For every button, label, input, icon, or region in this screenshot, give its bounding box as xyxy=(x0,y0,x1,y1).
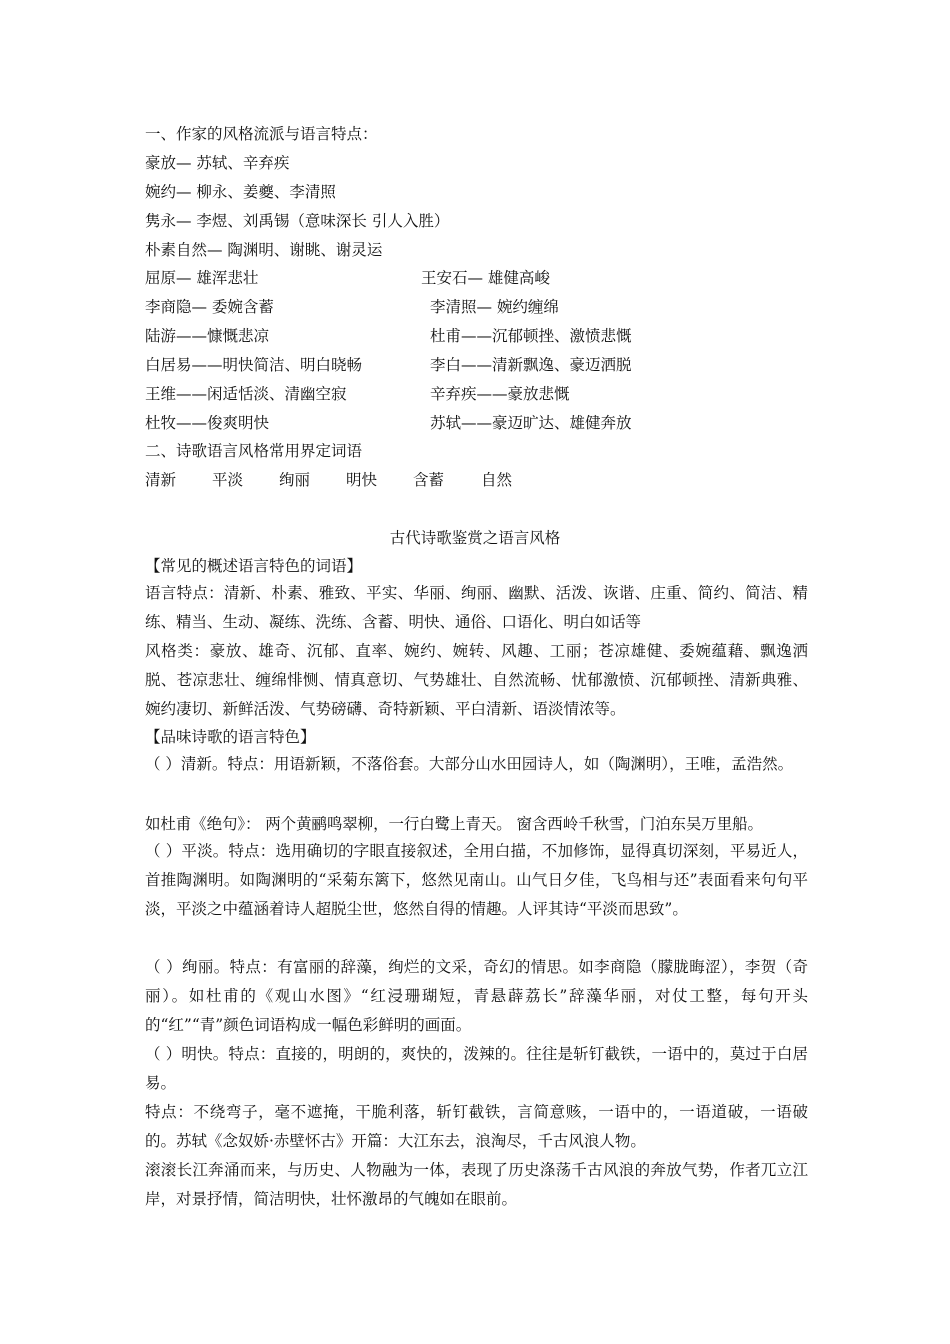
style-line: 豪放— 苏轼、辛弃疾 xyxy=(145,154,290,172)
paragraph-style-types: 风格类：豪放、雄奇、沉郁、直率、婉约、婉转、风趣、工丽；苍凉雄健、委婉蕴藉、飘逸洒脱、苍凉悲壮、缠绵悱恻、情真意切、气势雄壮、自然流畅、忧郁激愤、沉郁顿挫、清新典雅、婉约凄切、新鲜活泼、气势磅礴、奇特新颖、平白清新、语淡情浓等。 xyxy=(145,642,808,718)
poet-pair-left: 李商隐— 委婉含蓄 xyxy=(145,298,274,316)
style-line: 婉约— 柳永、姜夔、李清照 xyxy=(145,183,336,201)
style-word: 含蓄 xyxy=(413,471,445,489)
style-line: 朴素自然— 陶渊明、谢眺、谢灵运 xyxy=(145,241,383,259)
style-word: 清新 xyxy=(145,471,177,489)
poet-pair-left: 陆游——慷慨悲凉 xyxy=(145,327,270,345)
paragraph-gungun: 滚滚长江奔涌而来，与历史、人物融为一体，表现了历史涤荡千古风浪的奔放气势，作者兀立江岸，对景抒情，简洁明快，壮怀激昂的气魄如在眼前。 xyxy=(145,1161,808,1208)
poet-pair-right: 李白——清新飘逸、豪迈洒脱 xyxy=(430,356,632,374)
style-word: 绚丽 xyxy=(279,471,311,489)
subheading: 【品味诗歌的语言特色】 xyxy=(145,728,316,746)
paragraph-pingdan: （ ）平淡。特点：选用确切的字眼直接叙述，全用白描，不加修饰，显得真切深刻，平易近人，首推陶渊明。如陶渊明的“采菊东篱下，悠然见南山。山气日夕佳，飞鸟相与还”表面看来句句平淡，平淡之中蕴涵着诗人超脱尘世，悠然自得的情趣。人评其诗“平淡而思致”。 xyxy=(145,842,808,918)
style-word: 自然 xyxy=(481,471,513,489)
paragraph-mingkuai: （ ）明快。特点：直接的，明朗的，爽快的，泼辣的。往往是斩钉截铁，一语中的，莫过于白居易。 xyxy=(145,1045,808,1092)
style-line: 隽永— 李煜、刘禹锡（意味深长 引人入胜） xyxy=(145,212,450,230)
paragraph-language-features: 语言特点：清新、朴素、雅致、平实、华丽、绚丽、幽默、活泼、诙谐、庄重、简约、简洁、精练、精当、生动、凝练、洗练、含蓄、明快、通俗、口语化、明白如话等 xyxy=(145,584,808,631)
article-title: 古代诗歌鉴赏之语言风格 xyxy=(389,529,561,547)
poet-pair-right: 李清照— 婉约缠绵 xyxy=(430,298,559,316)
poet-pair-left: 屈原— 雄浑悲壮 xyxy=(145,269,259,287)
poet-pair-left: 杜牧——俊爽明快 xyxy=(145,414,270,432)
paragraph-qingxin: （ ）清新。特点：用语新颖，不落俗套。大部分山水田园诗人，如（陶渊明），王唯，孟浩然。 xyxy=(145,755,794,773)
poet-pair-right: 苏轼——豪迈旷达、雄健奔放 xyxy=(430,414,632,432)
poet-pair-left: 白居易——明快简洁、明白晓畅 xyxy=(145,356,363,374)
paragraph-jueju: 如杜甫《绝句》： 两个黄鹂鸣翠柳，一行白鹭上青天。 窗含西岭千秋雪，门泊东吴万里船。 xyxy=(145,815,763,833)
style-word: 平淡 xyxy=(212,471,244,489)
section2-heading: 二、诗歌语言风格常用界定词语 xyxy=(145,442,363,460)
section1-heading: 一、作家的风格流派与语言特点： xyxy=(145,125,378,143)
paragraph-xuanli: （ ）绚丽。特点：有富丽的辞藻，绚烂的文采，奇幻的情思。如李商隐（朦胧晦涩），李贺（奇丽）。如杜甫的《观山水图》“红浸珊瑚短，青悬薜荔长”辞藻华丽，对仗工整，每句开头的“红”“青”颜色词语构成一幅色彩鲜明的画面。 xyxy=(145,958,808,1034)
poet-pair-right: 辛弃疾——豪放悲慨 xyxy=(430,385,570,403)
poet-pair-right: 杜甫——沉郁顿挫、激愤悲慨 xyxy=(430,327,632,345)
poet-pair-left: 王维——闲适恬淡、清幽空寂 xyxy=(145,385,347,403)
style-word: 明快 xyxy=(346,471,378,489)
paragraph-tedian: 特点：不绕弯子，毫不遮掩，干脆利落，斩钉截铁，言简意赅，一语中的，一语道破，一语破的。苏轼《念奴娇·赤壁怀古》开篇：大江东去，浪淘尽，千古风浪人物。 xyxy=(145,1103,808,1150)
poet-pair-right: 王安石— 雄健高峻 xyxy=(421,269,550,287)
style-words-row xyxy=(145,470,595,490)
subheading: 【常见的概述语言特色的词语】 xyxy=(145,557,363,575)
